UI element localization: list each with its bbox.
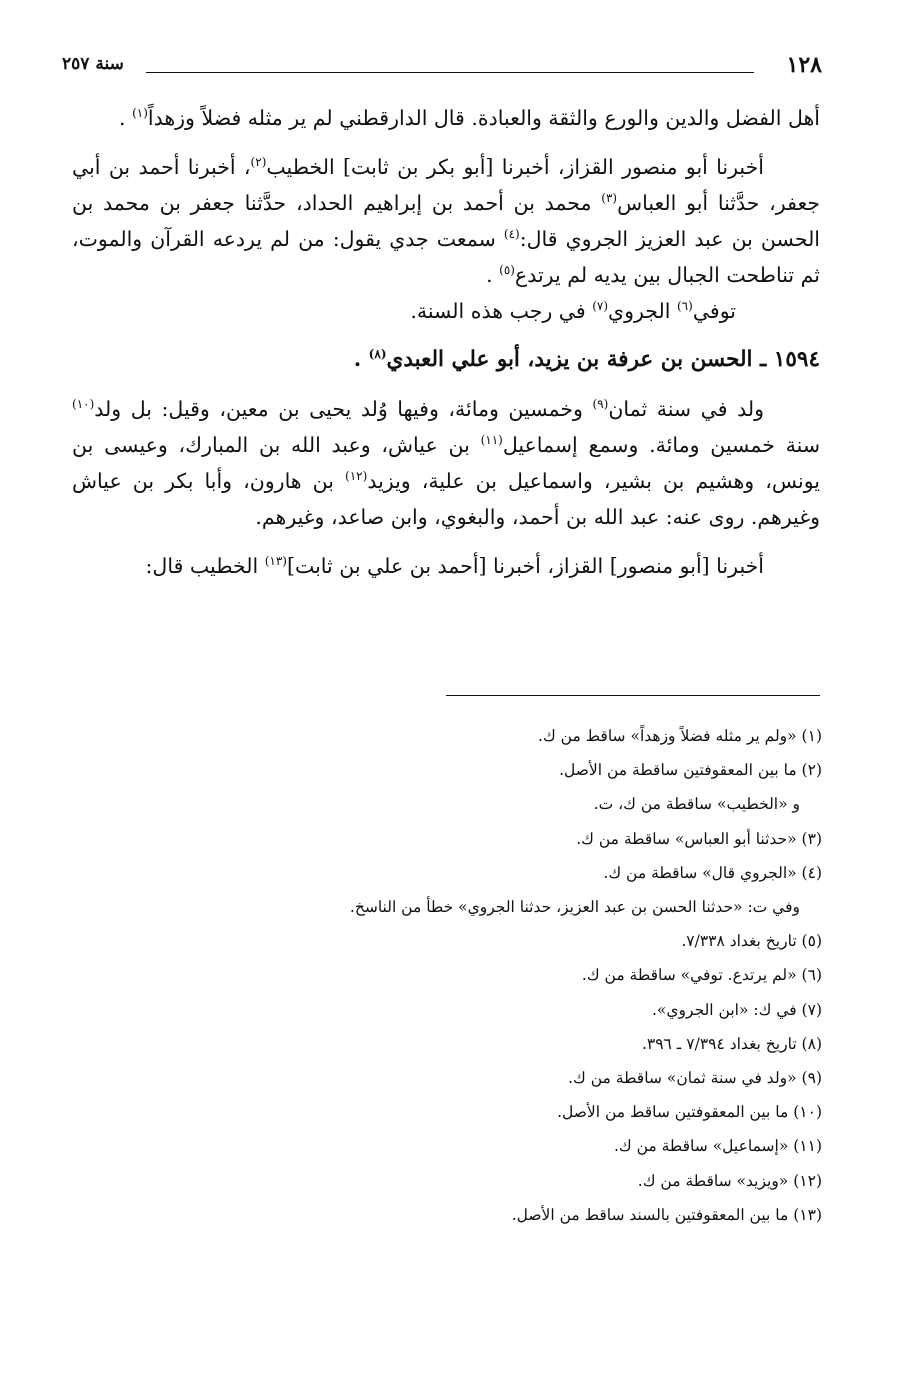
footnote: (١٢) «ويزيد» ساقطة من ك. bbox=[637, 1171, 822, 1190]
footnote: (٢) ما بين المعقوفتين ساقطة من الأصل. bbox=[559, 761, 822, 780]
footnote-ref: (٣) bbox=[601, 191, 618, 206]
footnote-continuation: و «الخطيب» ساقطة من ك، ت. bbox=[593, 795, 800, 814]
footnote-ref: (٥) bbox=[499, 263, 515, 278]
entry-title: ١٥٩٤ ـ الحسن بن عرفة بن يزيد، أبو علي العبدي bbox=[386, 347, 820, 372]
text-run: بن هارون، وأبا بكر بن عياش وغيرهم. روى عنه: عبد الله بن أحمد، والبغوي، وابن صاعد، وغيرهم. bbox=[72, 469, 820, 529]
paragraph-4 bbox=[72, 391, 820, 535]
year-label: سنة ٢٥٧ bbox=[62, 54, 124, 74]
footnote: (٩) «ولد في سنة ثمان» ساقطة من ك. bbox=[568, 1069, 822, 1088]
footnote-ref: (١١) bbox=[480, 433, 503, 448]
text-run: محمد بن أحمد بن إبراهيم الحداد، حدَّثنا جعفر بن محمد بن الحسن بن عبد العزيز الجروي قال: bbox=[72, 191, 821, 251]
footnotes-list bbox=[120, 719, 822, 1232]
footnote: (٨) تاريخ بغداد ٧/٣٩٤ ـ ٣٩٦. bbox=[641, 1034, 822, 1053]
footnote: (٣) «حدثنا أبو العباس» ساقطة من ك. bbox=[576, 829, 822, 848]
footnote: (١٣) ما بين المعقوفتين بالسند ساقط من الأصل. bbox=[511, 1205, 822, 1224]
text-run: سمعت جدي يقول: من لم يردعه القرآن والموت، ثم تناطحت الجبال بين يديه لم يرتدع bbox=[72, 227, 820, 287]
footnote-ref: (٦) bbox=[676, 299, 693, 314]
paragraph-3 bbox=[72, 293, 820, 329]
paragraph-5 bbox=[72, 548, 820, 584]
footnote-ref: (٨) bbox=[368, 346, 387, 361]
text-run: أهل الفضل والدين والورع والثقة والعبادة. قال الدارقطني لم ير مثله فضلاً وزهداً bbox=[147, 106, 820, 130]
footnote-ref: (٩) bbox=[592, 397, 609, 412]
page-number: ١٢٨ bbox=[786, 52, 822, 78]
footnote: (١١) «إسماعيل» ساقطة من ك. bbox=[613, 1137, 822, 1156]
text-run: في رجب هذه السنة. bbox=[410, 299, 593, 323]
entry-heading bbox=[72, 342, 820, 378]
text-run: ، أخبرنا أحمد بن أبي جعفر، حدَّثنا أبو العباس bbox=[72, 155, 821, 215]
text-run: وخمسين ومائة، وفيها وُلد يحيى بن معين، وقيل: بل ولد bbox=[94, 397, 593, 421]
footnote: (٤) «الجروي قال» ساقطة من ك. bbox=[603, 863, 822, 882]
page-header bbox=[62, 52, 822, 86]
footnote: (٦) «لم يرتدع. توفي» ساقطة من ك. bbox=[581, 966, 822, 985]
footnote-ref: (٢) bbox=[250, 155, 267, 170]
text-run: سنة خمسين ومائة. وسمع إسماعيل bbox=[502, 433, 820, 457]
footnote-ref: (١٣) bbox=[264, 554, 287, 569]
text-run: توفي bbox=[692, 299, 736, 323]
text-run: الخطيب قال: bbox=[145, 554, 265, 578]
text-run: أخبرنا أبو منصور القزاز، أخبرنا [أبو بكر بن ثابت] الخطيب bbox=[266, 155, 764, 179]
text-run: الجروي bbox=[608, 299, 677, 323]
footnote-ref: (١) bbox=[132, 106, 148, 121]
text-run: بن عياش، وعبد الله بن المبارك، وعيسى بن يونس، وهشيم بن بشير، واسماعيل بن علية، ويزيد bbox=[72, 433, 820, 493]
footnote: (٥) تاريخ بغداد ٧/٣٣٨. bbox=[681, 932, 822, 951]
footnote-continuation: وفي ت: «حدثنا الحسن بن عبد العزيز، حدثنا الجروي» خطأ من الناسخ. bbox=[349, 898, 800, 917]
footnote-rule bbox=[446, 695, 820, 696]
footnote: (١٠) ما بين المعقوفتين ساقط من الأصل. bbox=[557, 1103, 822, 1122]
text-run: . bbox=[486, 263, 500, 287]
footnote: (١) «ولم ير مثله فضلاً وزهداً» ساقط من ك. bbox=[538, 727, 822, 745]
main-text bbox=[72, 100, 820, 584]
text-run: أخبرنا [أبو منصور] القزاز، أخبرنا [أحمد بن علي بن ثابت] bbox=[286, 554, 764, 578]
text-run: ولد في سنة ثمان bbox=[608, 397, 764, 421]
paragraph-1 bbox=[72, 100, 820, 136]
header-rule bbox=[146, 72, 754, 73]
text-run: . bbox=[353, 347, 369, 372]
footnote-ref: (١٢) bbox=[345, 469, 368, 484]
paragraph-2 bbox=[72, 149, 820, 293]
footnote: (٧) في ك: «ابن الجروي». bbox=[652, 1000, 822, 1019]
footnote-ref: (٤) bbox=[503, 227, 520, 242]
footnote-ref: (١٠) bbox=[72, 397, 95, 412]
footnote-ref: (٧) bbox=[592, 299, 609, 314]
text-run: . bbox=[119, 106, 133, 130]
